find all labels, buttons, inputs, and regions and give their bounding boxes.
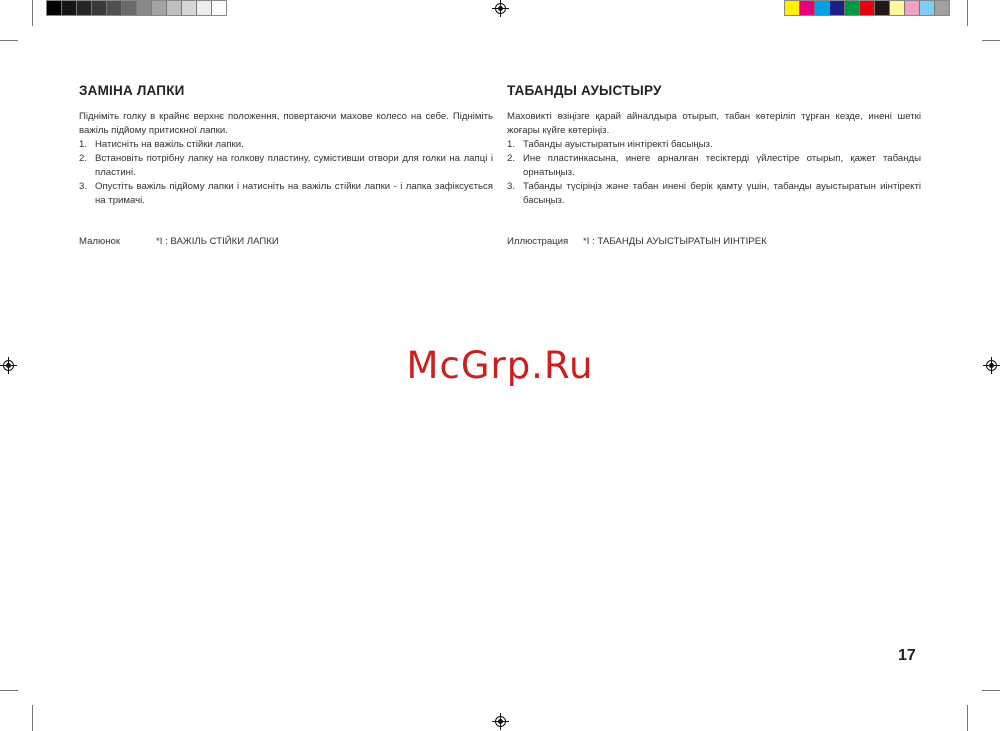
steps-list [79, 138, 493, 208]
page-number: 17 [898, 647, 916, 664]
ukrainian-section [79, 84, 493, 208]
grayscale-swatch [212, 1, 226, 15]
color-swatch [875, 1, 890, 15]
registration-mark-line [500, 0, 501, 17]
list-item [79, 138, 493, 152]
step-text: Табанды түсіріңіз және табан инені берік қамту үшін, табанды ауыстыратын иінтіректі басыңыз. [523, 181, 921, 206]
grayscale-swatch [107, 1, 122, 15]
section-title: ЗАМІНА ЛАПКИ [79, 83, 185, 98]
watermark-text: McGrp.Ru [406, 344, 594, 387]
grayscale-calibration-bar [46, 0, 227, 16]
grayscale-swatch [47, 1, 62, 15]
color-swatch [935, 1, 949, 15]
step-text: Встановіть потрібну лапку на голкову пластину, сумістивши отвори для голки на лапці і пластині. [95, 153, 493, 178]
list-item [507, 152, 921, 180]
color-swatch [905, 1, 920, 15]
step-text: Опустіть важіль підйому лапки і натисніть на важіль стійки лапки - і лапка зафіксується на тримачі. [95, 181, 493, 206]
color-swatch [785, 1, 800, 15]
step-number: 2. [79, 153, 88, 164]
color-swatch [815, 1, 830, 15]
color-swatch [845, 1, 860, 15]
color-swatch [800, 1, 815, 15]
crop-mark [32, 705, 33, 731]
section-title: ТАБАНДЫ АУЫСТЫРУ [507, 83, 662, 98]
crop-mark [0, 40, 18, 41]
step-number: 3. [507, 181, 516, 192]
grayscale-swatch [137, 1, 152, 15]
crop-mark [0, 690, 18, 691]
list-item [507, 138, 921, 152]
figure-label: Иллюстрация [507, 236, 569, 247]
intro-paragraph: Маховикті өзіңізге қарай айналдыра отырып, табан көтеріліп тұрған кезде, инені шеткі жоғары күйге көтеріңіз. [507, 111, 921, 136]
registration-mark-line [500, 713, 501, 730]
list-item [79, 152, 493, 180]
step-number: 1. [507, 139, 516, 150]
grayscale-swatch [182, 1, 197, 15]
grayscale-swatch [197, 1, 212, 15]
step-text: Натисніть на важіль стійки лапки. [95, 139, 244, 150]
crop-mark [982, 40, 1000, 41]
color-swatch [830, 1, 845, 15]
step-text: Ине пластинкасына, инеге арналған тесіктерді үйлестіре отырып, қажет табанды орнатыңыз. [523, 153, 921, 178]
figure-caption-text: *I : ТАБАНДЫ АУЫСТЫРАТЫН ИІНТІРЕК [583, 236, 767, 247]
step-number: 2. [507, 153, 516, 164]
intro-paragraph: Підніміть голку в крайнє верхнє положення, повертаючи махове колесо на себе. Підніміть важіль підйому притискної лапки. [79, 111, 493, 136]
grayscale-swatch [152, 1, 167, 15]
figure-caption-text: *I : ВАЖІЛЬ СТІЙКИ ЛАПКИ [156, 236, 279, 247]
color-swatch [920, 1, 935, 15]
list-item [79, 180, 493, 208]
grayscale-swatch [167, 1, 182, 15]
steps-list [507, 138, 921, 208]
step-text: Табанды ауыстыратын иінтіректі басыңыз. [523, 139, 713, 150]
crop-mark [32, 0, 33, 26]
kazakh-section [507, 84, 921, 208]
grayscale-swatch [122, 1, 137, 15]
list-item [507, 180, 921, 208]
step-number: 1. [79, 139, 88, 150]
grayscale-swatch [77, 1, 92, 15]
color-swatch [860, 1, 875, 15]
crop-mark [967, 0, 968, 26]
crop-mark [967, 705, 968, 731]
color-calibration-bar [784, 0, 950, 16]
figure-caption [79, 236, 279, 247]
grayscale-swatch [92, 1, 107, 15]
crop-mark [982, 690, 1000, 691]
figure-label: Малюнок [79, 236, 121, 247]
figure-caption [507, 236, 767, 247]
color-swatch [890, 1, 905, 15]
step-number: 3. [79, 181, 88, 192]
grayscale-swatch [62, 1, 77, 15]
